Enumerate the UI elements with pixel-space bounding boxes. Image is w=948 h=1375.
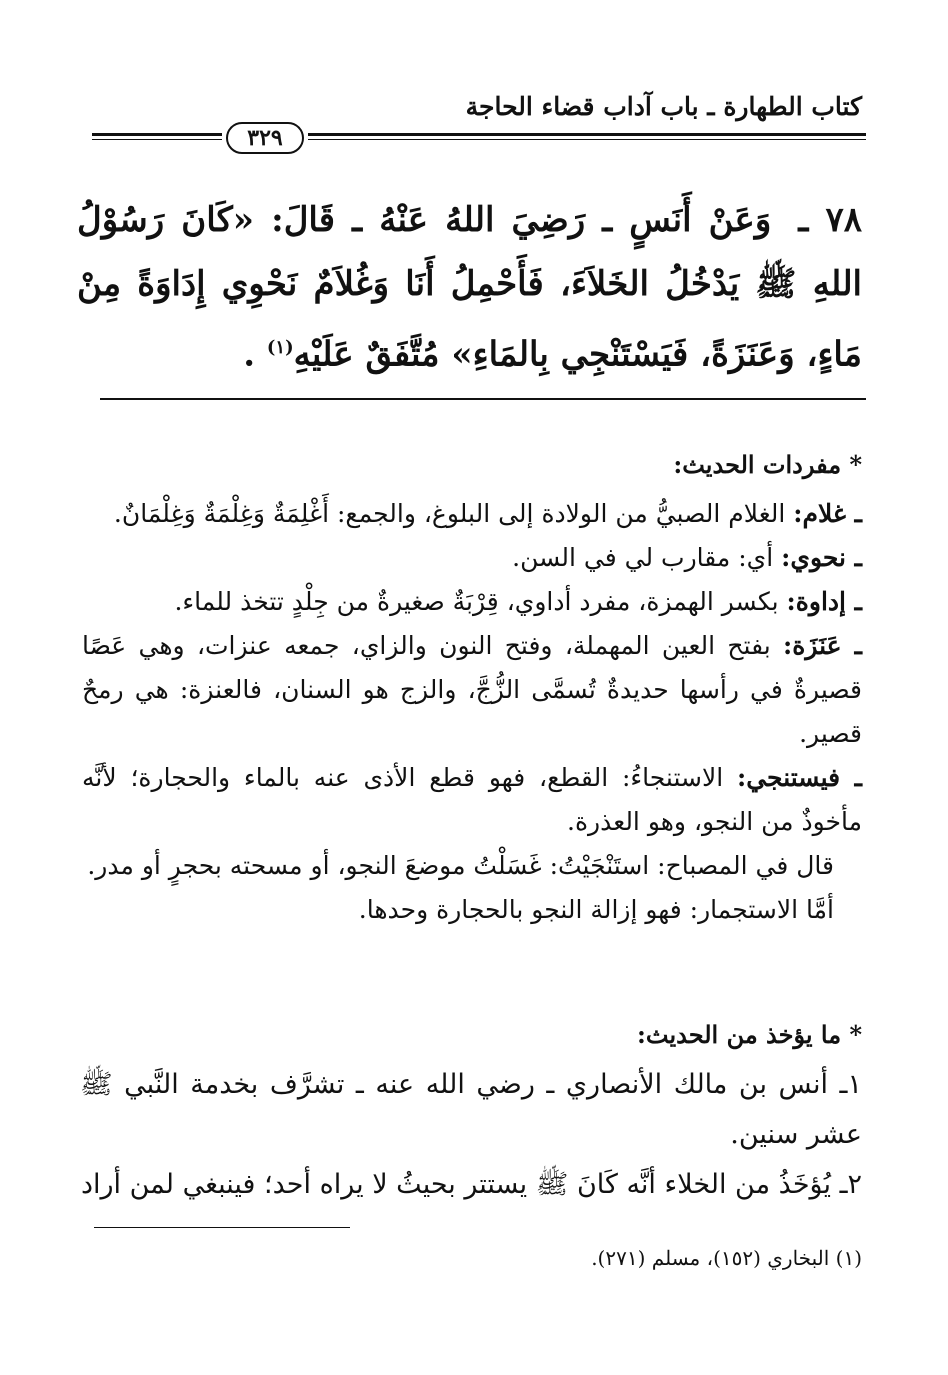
hadith-body: وَعَنْ أَنَسٍ ـ رَضِيَ اللهُ عَنْهُ ـ قَالَ: «كَانَ رَسُوْلُ اللهِ ﷺ يَدْخُلُ الخَلاَءَ، فَأَحْمِلُ أَنَا وَغُلاَمٌ نَحْوِي إِدَاوَةً مِنْ مَاءٍ، وَعَنَزَةً، فَيَسْتَنْجِي بِالمَاءِ» مُتَّفَقٌ عَلَيْهِ	[77, 200, 862, 375]
footnote-ref: (١)	[266, 337, 294, 358]
vocab-entry: ـ غلام: الغلام الصبيُّ من الولادة إلى البلوغ، والجمع: أَغْلِمَةٌ وَغِلْمَةٌ وَغِلْمَانٌ.	[113, 499, 862, 528]
vocab-entry: أمَّا الاستجمار: فهو إزالة النجو بالحجارة وحدها.	[358, 895, 834, 924]
footnote: (١) البخاري (١٥٢)، مسلم (٢٧١).	[591, 1246, 862, 1270]
header-rule-left	[92, 133, 222, 140]
hadith-end: .	[243, 334, 267, 375]
header-rule-right	[308, 133, 866, 140]
footnote-rule	[94, 1227, 350, 1228]
vocab-list	[82, 492, 862, 932]
vocab-entry: ـ إداوة: بكسر الهمزة، مفرد أداوي، قِرْبَةٌ صغيرةٌ من جِلْدٍ تتخذ للماء.	[174, 587, 862, 616]
running-title: كتاب الطهارة ـ باب آداب قضاء الحاجة	[465, 92, 862, 121]
lessons-heading: * ما يؤخذ من الحديث:	[637, 1020, 862, 1049]
vocab-entry: ـ عَنَزَة: بفتح العين المهملة، وفتح النون والزاي، جمعه عنزات، وهي عَصًا قصيرةٌ في رأسها حديدةٌ تُسمَّى الزُّجَّ، والزج هو السنان، فالعنزة: هي رمحٌ قصير.	[82, 631, 862, 748]
hadith-text-block	[77, 188, 862, 386]
vocab-entry: قال في المصباح: استَنْجَيْتُ: غَسَلْتُ موضعَ النجو، أو مسحته بحجرٍ أو مدر.	[87, 851, 834, 880]
vocab-heading: * مفردات الحديث:	[673, 450, 862, 479]
vocab-entry: ـ نحوي: أي: مقارب لي في السن.	[512, 543, 862, 572]
page-number: ٣٢٩	[226, 122, 304, 154]
section-divider	[100, 398, 866, 400]
lessons-list	[80, 1060, 862, 1210]
hadith-number: ٧٨ ـ	[798, 200, 862, 240]
vocab-entry: ـ فيستنجي: الاستنجاءُ: القطع، فهو قطع الأذى عنه بالماء والحجارة؛ لأنَّه مأخوذٌ من النجو، وهو العذرة.	[82, 763, 862, 836]
lesson-item: ٢ـ يُؤخَذُ من الخلاء أنَّه كَانَ ﷺ يستتر بحيثُ لا يراه أحد؛ فينبغي لمن أراد	[80, 1169, 862, 1200]
lesson-item: ١ـ أنس بن مالك الأنصاري ـ رضي الله عنه ـ تشرَّف بخدمة النَّبي ﷺ عشر سنين.	[80, 1069, 862, 1150]
